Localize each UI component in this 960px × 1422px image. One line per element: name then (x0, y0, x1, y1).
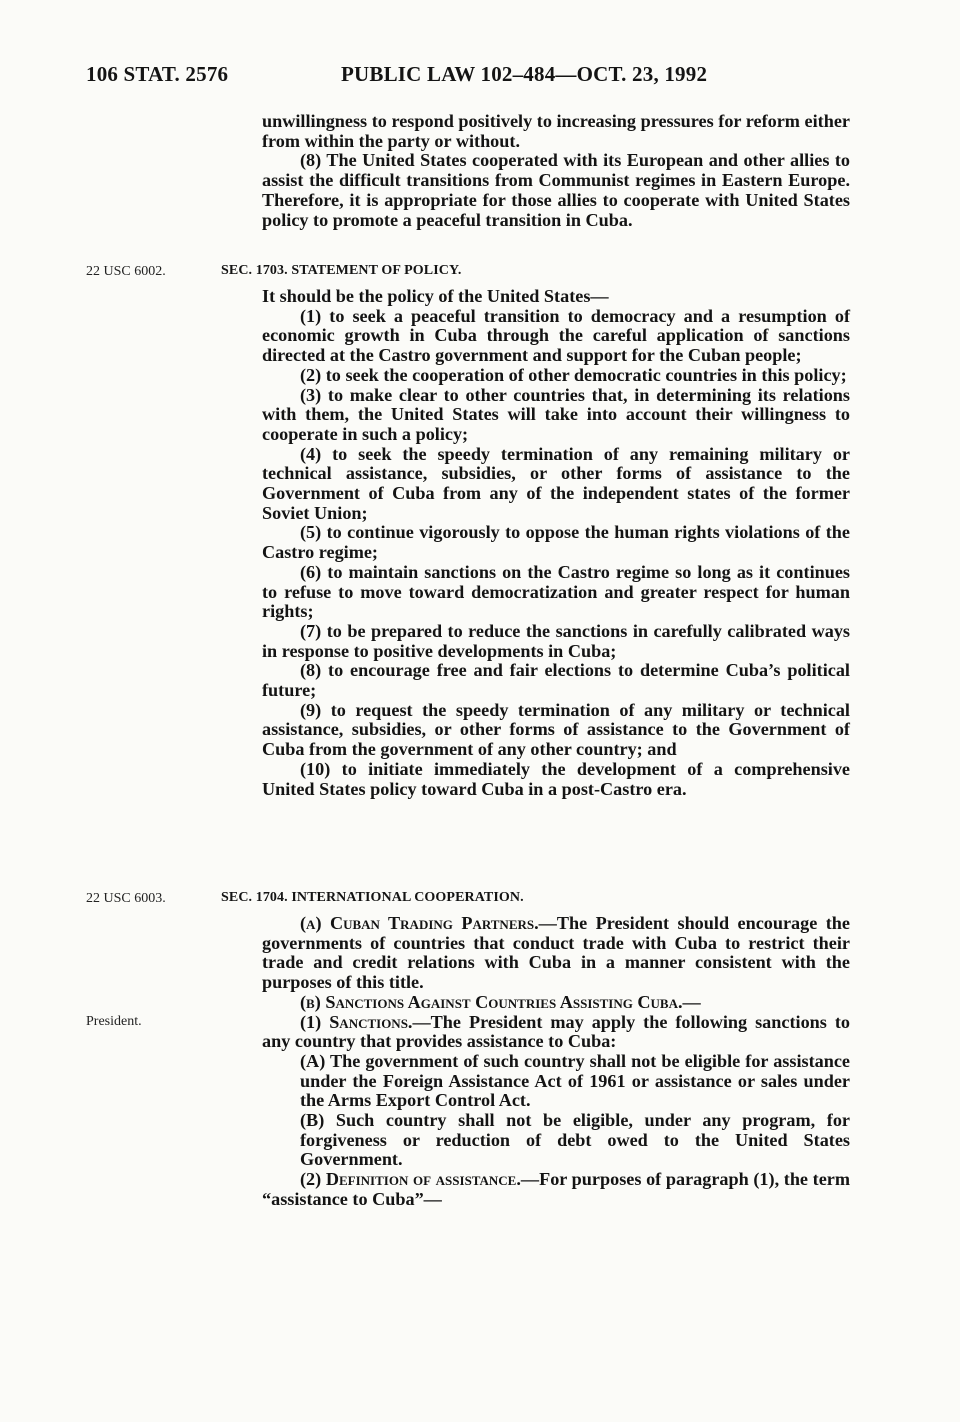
section-1703-body (262, 287, 850, 799)
subparagraph-A: (A) The government of such country shall not be eligible for assistance under the Foreign Assistance Act of 1961 or assistance or sales under the Arms Export Control Act. (300, 1050, 850, 1111)
paragraph-b1-label: (1) Sanctions. (300, 1011, 413, 1032)
policy-lead: It should be the policy of the United States— (262, 286, 609, 306)
section-1704-heading: SEC. 1704. INTERNATIONAL COOPERATION. (221, 890, 524, 905)
stat-citation: 106 STAT. 2576 (86, 62, 229, 86)
intro-block (262, 112, 850, 230)
policy-item-10: (10) to initiate immediately the development of a comprehensive United States policy toward Cuba in a post-Castro era. (262, 758, 850, 799)
policy-item-1: (1) to seek a peaceful transition to democracy and a resumption of economic growth in Cuba through the careful application of sanctions directed at the Castro government and support for the Cuban people; (262, 305, 850, 366)
section-1703-heading: SEC. 1703. STATEMENT OF POLICY. (221, 263, 462, 278)
paragraph-b2 (262, 1170, 850, 1209)
paragraph-b2-text: —For purposes of paragraph (1), the term “assistance to Cuba”— (262, 1169, 850, 1209)
subsection-b-label: (b) Sanctions Against Countries Assisting Cuba.— (300, 991, 701, 1012)
margin-note-usc-6003: 22 USC 6003. (86, 891, 166, 906)
policy-item-3: (3) to make clear to other countries that, in determining its relations with them, the United States will take into account their willingness to cooperate in such a policy; (262, 384, 850, 444)
subsection-a-text: —The President should encourage the governments of countries that conduct trade with Cuba to restrict their trade and credit relations with Cuba in a manner consistent with the purposes of this title. (262, 913, 850, 993)
policy-item-2: (2) to seek the cooperation of other democratic countries in this policy; (300, 364, 847, 385)
finding-8: (8) The United States cooperated with its European and other allies to assist the difficult transitions from Communist regimes in Eastern Europe. Therefore, it is appropriate for those allies to cooperate with United States policy to promote a peaceful transition in Cuba. (262, 150, 850, 230)
paragraph-b1-text: —The President may apply the following sanctions to any country that provides assistance to Cuba: (262, 1011, 850, 1052)
margin-note-president: President. (86, 1014, 142, 1029)
section-1704-body (262, 914, 850, 1210)
margin-note-usc-6002: 22 USC 6002. (86, 264, 166, 279)
policy-item-4: (4) to seek the speedy termination of any remaining military or technical assistance, subsidies, or other forms of assistance to the Government of Cuba from any of the independent states of the former Soviet Union; (262, 443, 850, 523)
paragraph-b2-label: (2) Definition of assistance. (300, 1169, 521, 1190)
intro-paragraph: unwillingness to respond positively to increasing pressures for reform either from within the party or without. (262, 111, 850, 151)
subsection-a-label: (a) Cuban Trading Partners. (300, 913, 539, 933)
policy-item-7: (7) to be prepared to reduce the sanctions in carefully calibrated ways in response to positive developments in Cuba; (262, 620, 850, 661)
policy-item-6: (6) to maintain sanctions on the Castro regime so long as it continues to refuse to move toward democratization and greater respect for human rights; (262, 561, 850, 622)
policy-item-5: (5) to continue vigorously to oppose the human rights violations of the Castro regime; (262, 522, 850, 563)
paragraph-b1 (262, 1013, 850, 1052)
policy-item-8: (8) to encourage free and fair elections to determine Cuba’s political future; (262, 660, 850, 701)
subsection-a (262, 914, 850, 993)
subparagraph-B: (B) Such country shall not be eligible, under any program, for forgiveness or reduction of debt owed to the United States Government. (300, 1110, 850, 1170)
policy-item-9: (9) to request the speedy termination of any military or technical assistance, subsidies, or other forms of assistance to the Government of Cuba from the government of any other country; and (262, 699, 850, 760)
running-header: PUBLIC LAW 102–484—OCT. 23, 1992 (341, 62, 708, 86)
subparagraphs (262, 1052, 850, 1170)
